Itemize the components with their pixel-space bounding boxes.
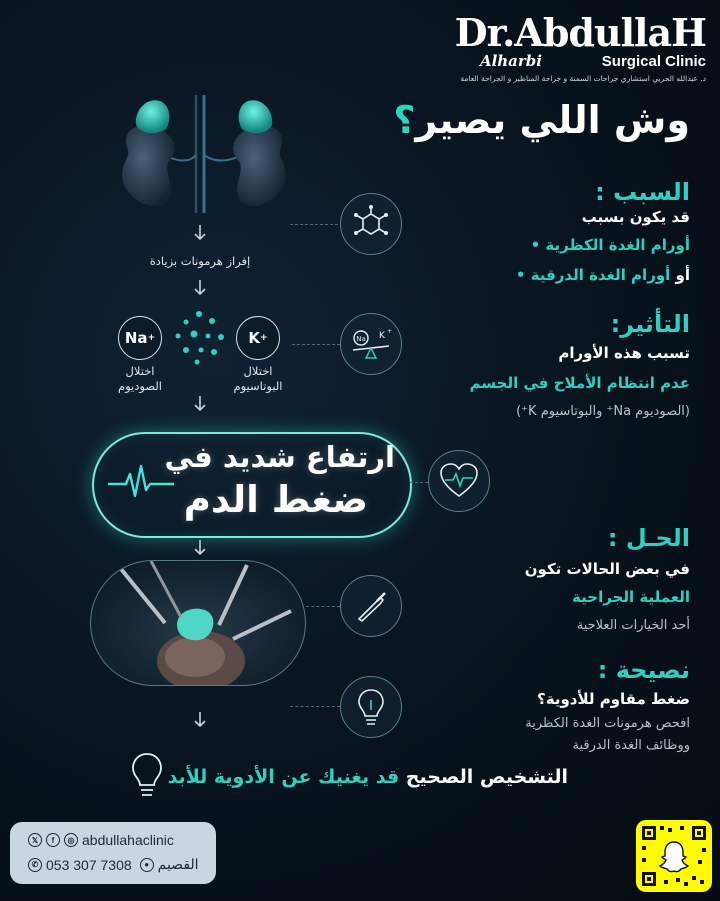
footer-message: التشخيص الصحيح قد يغنيك عن الأدوية للأبد	[167, 766, 568, 788]
svg-text:Na: Na	[356, 335, 366, 343]
arrow-down-icon	[193, 396, 207, 412]
city-label: القصيم	[157, 856, 199, 872]
instagram-icon[interactable]: ◎	[64, 833, 78, 847]
title-text: وش اللي يصير	[415, 98, 690, 142]
connector-line	[292, 344, 340, 345]
page-title	[393, 98, 690, 142]
svg-text:K: K	[379, 331, 385, 341]
heart-pulse-icon	[428, 450, 490, 512]
arrow-down-icon	[193, 540, 207, 556]
connector-line	[306, 606, 340, 607]
connector-line	[410, 482, 428, 483]
scalpel-icon	[340, 575, 402, 637]
contact-box	[10, 822, 216, 884]
cause-intro: قد يكون بسبب	[581, 208, 690, 226]
social-handle[interactable]: abdullahaclinic	[82, 832, 174, 848]
arrow-down-icon	[193, 712, 207, 728]
connector-line	[290, 706, 340, 707]
advice-line2: ووظائف الغدة الدرقية	[572, 738, 690, 753]
effect-intro: تسبب هذه الأورام	[558, 344, 690, 362]
surgery-image	[90, 560, 306, 686]
advice-title: نصيحة :	[597, 656, 690, 684]
blood-pressure-line2: ضغط الدم	[183, 478, 368, 521]
chemical-structure-icon	[340, 193, 402, 255]
effect-title: التأثير:	[610, 310, 690, 338]
arrow-down-icon	[193, 225, 207, 241]
facebook-icon[interactable]: f	[46, 833, 60, 847]
connector-line	[290, 224, 338, 225]
brand-name: Dr.AbdullaH	[454, 10, 706, 55]
lightbulb-icon	[340, 676, 402, 738]
potassium-ion: K +	[236, 316, 280, 360]
solution-detail: أحد الخيارات العلاجية	[576, 618, 690, 633]
solution-title: الحـل :	[607, 524, 690, 552]
snapchat-qr-code[interactable]	[636, 820, 712, 892]
effect-detail: (الصوديوم Na⁺ والبوتاسيوم K⁺)	[516, 404, 690, 419]
cause-item-thyroid: أو أورام الغدة الدرقية •	[515, 266, 690, 284]
brand-sub: Surgical Clinic	[601, 53, 706, 70]
potassium-effect: اختلال البوتاسيوم	[233, 364, 283, 393]
brand-sub-italic: Alharbi	[479, 52, 542, 70]
arrow-down-icon	[193, 280, 207, 296]
phone-number[interactable]: 053 307 7308	[46, 856, 132, 873]
advice-line1: افحص هرمونات الغدة الكظرية	[525, 716, 690, 731]
scale-icon	[340, 313, 402, 375]
title-question-mark: ؟	[393, 98, 416, 142]
advice-question: ضغط مقاوم للأدوية؟	[537, 690, 690, 708]
lightbulb-icon	[130, 752, 164, 798]
blood-pressure-line1: ارتفاع شديد في	[164, 440, 395, 474]
sodium-ion: Na +	[118, 316, 162, 360]
whatsapp-icon[interactable]: ✆	[28, 858, 42, 872]
x-icon[interactable]: 𝕏	[28, 833, 42, 847]
kidney-illustration	[108, 95, 300, 213]
solution-intro: في بعض الحالات تكون	[524, 560, 690, 578]
ion-particles	[168, 306, 230, 368]
cause-item-adrenal: أورام الغدة الكظرية •	[530, 236, 690, 254]
effect-highlight: عدم انتظام الأملاح في الجسم	[469, 374, 690, 392]
hormone-label: إفراز هرمونات بزيادة	[149, 254, 251, 268]
svg-text:+: +	[387, 328, 393, 335]
solution-highlight: العملية الجراحية	[572, 588, 690, 606]
sodium-effect: اختلال الصوديوم	[118, 364, 162, 393]
brand-tagline: د. عبدالله الحربي استشاري جراحات السمنة و جراحة المناظير و الجراحة العامة	[460, 74, 706, 83]
location-pin-icon: ●	[140, 858, 154, 872]
cause-title: السبب :	[595, 178, 690, 206]
